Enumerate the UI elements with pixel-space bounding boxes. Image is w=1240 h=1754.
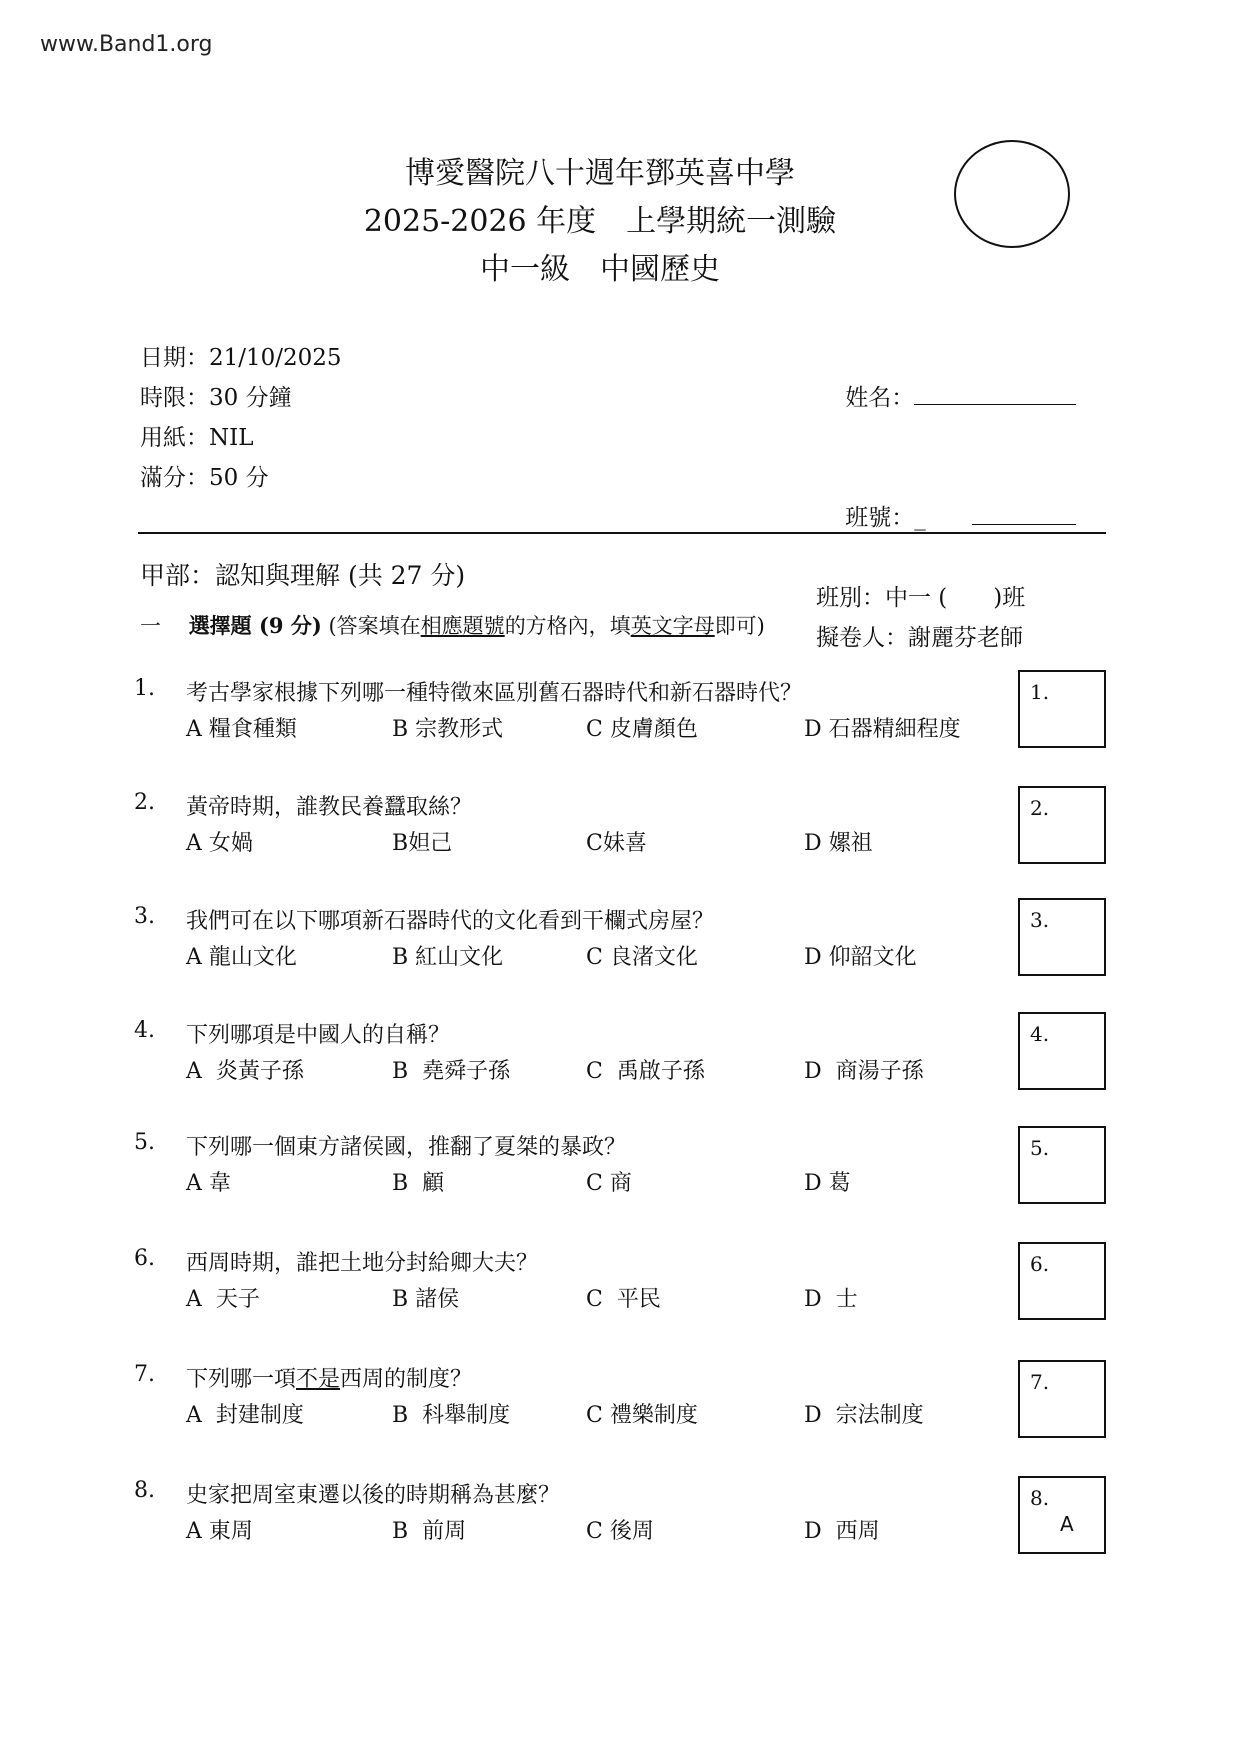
question-number: 2.: [134, 790, 155, 815]
option-c: C 禮樂制度: [586, 1403, 698, 1428]
option-d: D 士: [804, 1287, 858, 1312]
question-text: 我們可在以下哪項新石器時代的文化看到干欄式房屋？: [186, 909, 715, 934]
setter: 擬卷人：謝麗芬老師: [816, 625, 1023, 651]
option-c: C 禹啟子孫: [586, 1059, 705, 1084]
question-number: 3.: [134, 904, 155, 929]
option-a: A 龍山文化: [186, 945, 297, 970]
answer-box-8[interactable]: [1018, 1476, 1106, 1554]
class-no-field[interactable]: [972, 506, 1076, 525]
option-b: B 科舉制度: [392, 1403, 511, 1428]
name-label: 姓名：: [845, 385, 915, 411]
option-d: D 石器精細程度: [804, 717, 961, 742]
answer-box-3[interactable]: [1018, 898, 1106, 976]
option-b: B 堯舜子孫: [392, 1059, 511, 1084]
time-limit: 時限：30 分鐘: [140, 385, 292, 411]
question-number: 4.: [134, 1018, 155, 1043]
option-c: C 商: [586, 1171, 632, 1196]
option-d: D 西周: [804, 1519, 880, 1544]
question-text: 考古學家根據下列哪一種特徵來區別舊石器時代和新石器時代？: [186, 681, 803, 706]
option-b: B 宗教形式: [392, 717, 504, 742]
option-a: A 女媧: [186, 831, 253, 856]
exam-title: 2025-2026 年度 上學期統一測驗: [363, 204, 837, 239]
question-4: [134, 1018, 1014, 1086]
score-circle: [954, 140, 1070, 248]
answer-box-label: 4.: [1030, 1022, 1050, 1046]
question-7: [134, 1362, 1014, 1430]
question-text-underline: 不是: [296, 1367, 341, 1392]
question-number: 6.: [134, 1246, 155, 1271]
option-a: A 封建制度: [186, 1403, 304, 1428]
question-text: 下列哪一個東方諸侯國，推翻了夏桀的暴政？: [186, 1135, 627, 1160]
option-a: A 韋: [186, 1171, 231, 1196]
answer-box-label: 7.: [1030, 1370, 1050, 1394]
option-d: D 葛: [804, 1171, 851, 1196]
part-title: 選擇題 (9 分): [188, 613, 322, 638]
option-c: C 皮膚顏色: [586, 717, 698, 742]
question-text-pre: 下列哪一項: [186, 1367, 297, 1392]
answer-box-label: 6.: [1030, 1252, 1050, 1276]
option-a: A 炎黃子孫: [186, 1059, 304, 1084]
question-text: 史家把周室東遷以後的時期稱為甚麼？: [186, 1483, 561, 1508]
answer-box-label: 5.: [1030, 1136, 1050, 1160]
name-field[interactable]: [914, 386, 1076, 405]
question-6: [134, 1246, 1014, 1314]
option-a: A 東周: [186, 1519, 253, 1544]
question-text-post: 西周的制度？: [340, 1367, 473, 1392]
school-name: 博愛醫院八十週年鄧英喜中學: [405, 156, 795, 191]
option-b: B 顧: [392, 1171, 445, 1196]
answer-box-4[interactable]: [1018, 1012, 1106, 1090]
answer-box-label: 3.: [1030, 908, 1050, 932]
student-info: [816, 338, 1076, 658]
option-d: D 商湯子孫: [804, 1059, 924, 1084]
answer-box-5[interactable]: [1018, 1126, 1106, 1204]
option-c: C妹喜: [586, 831, 647, 856]
class-no-label: 班號：_: [845, 505, 926, 531]
full-marks: 滿分：50 分: [140, 465, 269, 491]
paper-info: 用紙：NIL: [140, 425, 254, 451]
exam-header: [300, 150, 900, 294]
option-b: B 紅山文化: [392, 945, 504, 970]
exam-info: [140, 338, 342, 498]
class-label: 班別：中一 ( )班: [816, 585, 1026, 611]
question-5: [134, 1130, 1014, 1198]
option-b: B妲己: [392, 831, 453, 856]
divider-line: [138, 532, 1106, 534]
answer-box-7[interactable]: [1018, 1360, 1106, 1438]
question-number: 1.: [134, 676, 155, 701]
class-no-row: [816, 458, 1076, 578]
answer-box-6[interactable]: [1018, 1242, 1106, 1320]
question-text: 黃帝時期，誰教民養蠶取絲？: [186, 795, 473, 820]
option-c: C 良渚文化: [586, 945, 698, 970]
handwritten-mark: A: [1060, 1512, 1074, 1536]
instruction-pre: (答案填在: [328, 614, 421, 638]
instruction-underline-1: 相應題號: [420, 614, 505, 638]
question-2: [134, 790, 1014, 858]
option-a: A 天子: [186, 1287, 260, 1312]
question-1: [134, 676, 1014, 744]
instruction-post: 即可): [714, 614, 765, 638]
question-number: 8.: [134, 1478, 155, 1503]
option-a: A 糧食種類: [186, 717, 297, 742]
question-text: 下列哪項是中國人的自稱？: [186, 1023, 451, 1048]
section-title: 甲部：認知與理解 (共 27 分): [140, 561, 466, 590]
subject-title: 中一級 中國歷史: [480, 252, 720, 287]
answer-box-2[interactable]: [1018, 786, 1106, 864]
answer-box-label: 2.: [1030, 796, 1050, 820]
answer-box-label: 1.: [1030, 680, 1050, 704]
answer-box-1[interactable]: [1018, 670, 1106, 748]
question-3: [134, 904, 1014, 972]
name-row: [816, 338, 1076, 458]
part-heading: [140, 610, 765, 640]
watermark: www.Band1.org: [40, 32, 213, 57]
option-d: D 仰韶文化: [804, 945, 917, 970]
answer-box-label: 8.: [1030, 1486, 1050, 1510]
question-text: [186, 1362, 472, 1393]
instruction-underline-2: 英文字母: [630, 614, 715, 638]
question-number: 5.: [134, 1130, 155, 1155]
option-b: B 諸侯: [392, 1287, 460, 1312]
exam-date: 日期：21/10/2025: [140, 345, 342, 371]
option-c: C 平民: [586, 1287, 661, 1312]
option-c: C 後周: [586, 1519, 654, 1544]
question-text: 西周時期，誰把土地分封給卿大夫？: [186, 1251, 539, 1276]
part-number: 一: [140, 614, 161, 638]
question-number: 7.: [134, 1362, 155, 1387]
option-d: D 嫘祖: [804, 831, 873, 856]
question-8: [134, 1478, 1014, 1546]
option-d: D 宗法制度: [804, 1403, 924, 1428]
option-b: B 前周: [392, 1519, 467, 1544]
instruction-mid: 的方格內，填: [504, 614, 631, 638]
